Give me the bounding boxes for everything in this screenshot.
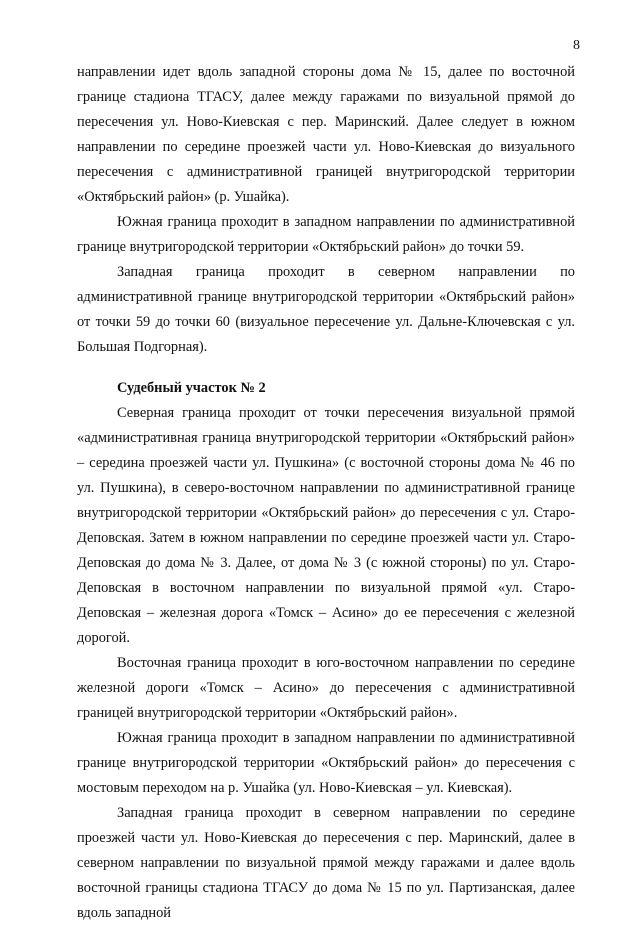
document-body <box>77 60 575 926</box>
paragraph-west-boundary-1: Западная граница проходит в северном направлении по административной границе внутригородской территории «Октябрьский район» от точки 59 до точки 60 (визуальное пересечение ул. Дальне-Ключевская с ул. Большая Подгорная). <box>77 264 575 355</box>
paragraph-continuation: направлении идет вдоль западной стороны дома № 15, далее по восточной границе стадиона ТГАСУ, далее между гаражами по визуальной прямой до пересечения ул. Ново-Киевская с пер. Маринский. Далее следует в южном направлении по середине проезжей части ул. Ново-Киевская до визуального пересечения с административной границей внутригородской территории «Октябрьский район» (р. Ушайка). <box>77 64 575 205</box>
section-heading-court-district-2: Судебный участок № 2 <box>117 380 266 396</box>
paragraph-south-boundary-2: Южная граница проходит в западном направлении по административной границе внутригородской территории «Октябрьский район» до пересечения с мостовым переходом на р. Ушайка (ул. Ново-Киевская – ул. Киевская). <box>77 730 575 796</box>
paragraph-north-boundary-2: Северная граница проходит от точки пересечения визуальной прямой «административная граница внутригородской территории «Октябрьский район» – середина проезжей части ул. Пушкина» (с восточной стороны дома № 46 по ул. Пушкина), в северо-восточном направлении по административной границе внутригородской территории «Октябрьский район» до пересечения с ул. Старо-Деповская. Затем в южном направлении по середине проезжей части ул. Старо-Деповская до дома № 3. Далее, от дома № 3 (с южной стороны) по ул. Старо-Деповская в восточном направлении по визуальной прямой «ул. Старо-Деповская – железная дорога «Томск – Асино» до ее пересечения с железной дорогой. <box>77 405 575 646</box>
page-number: 8 <box>573 38 580 53</box>
paragraph-west-boundary-2: Западная граница проходит в северном направлении по середине проезжей части ул. Ново-Киевская до пересечения с пер. Маринский, далее в северном направлении по визуальной прямой между гаражами и далее вдоль восточной границы стадиона ТГАСУ до дома № 15 по ул. Партизанская, далее вдоль западной <box>77 805 575 921</box>
paragraph-east-boundary-2: Восточная граница проходит в юго-восточном направлении по середине железной дороги «Томск – Асино» до пересечения с административной границей внутригородской территории «Октябрьский район». <box>77 655 575 721</box>
paragraph-south-boundary-1: Южная граница проходит в западном направлении по административной границе внутригородской территории «Октябрьский район» до точки 59. <box>77 214 575 255</box>
